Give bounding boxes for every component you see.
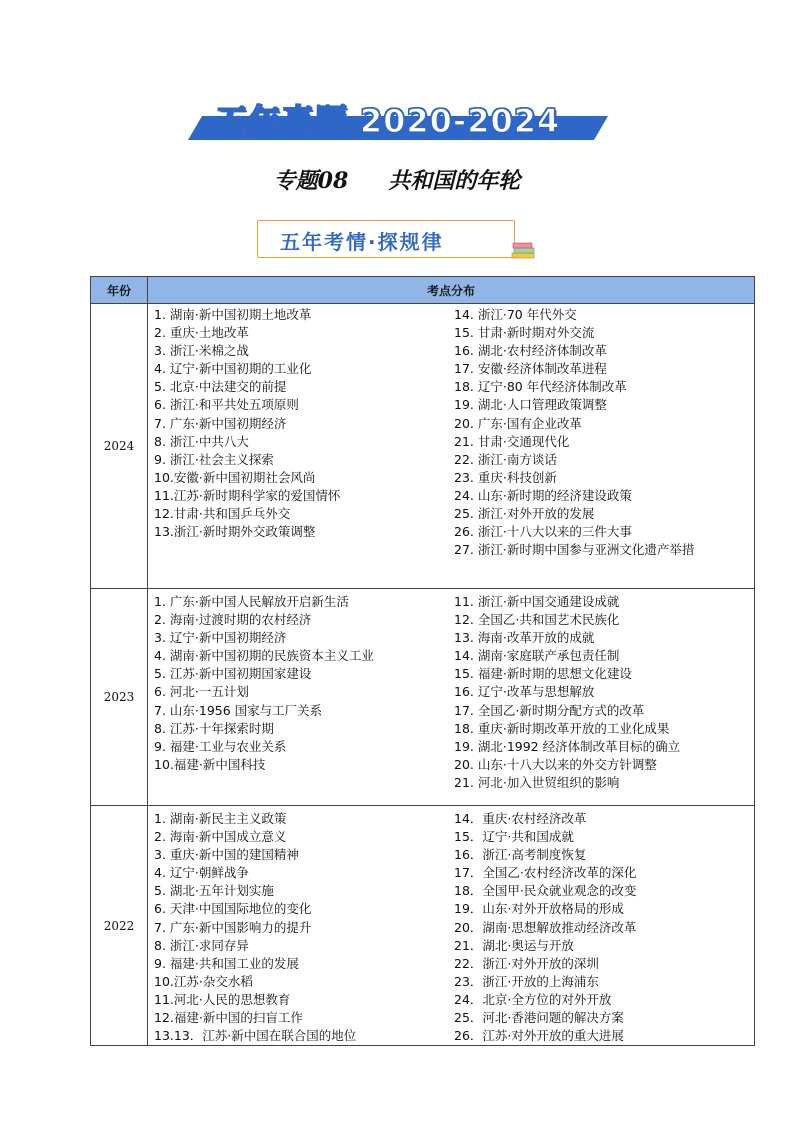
list-item: 17．全国乙·农村经济改革的深化 [454, 865, 637, 881]
list-item: 16. 湖北·农村经济体制改革 [454, 343, 607, 359]
list-item: 21．湖北·奥运与开放 [454, 937, 574, 953]
list-item: 8. 浙江·中共八大 [154, 433, 249, 449]
header-year: 年份 [91, 277, 148, 304]
points-left-column [148, 306, 454, 559]
list-item: 26. 浙江·十八大以来的三件大事 [454, 524, 632, 540]
list-item: 27. 浙江·新时期中国参与亚洲文化遗产举措 [454, 542, 695, 558]
list-item: 13.13．江苏·新中国在联合国的地位 [154, 1028, 357, 1044]
list-item: 17. 安徽·经济体制改革进程 [454, 361, 607, 377]
list-item: 12. 全国乙·共和国艺术民族化 [454, 612, 620, 628]
table-header-row [91, 277, 755, 304]
points-left-column [148, 593, 454, 792]
exam-points-table [90, 276, 755, 1046]
list-item: 15. 福建·新时期的思想文化建设 [454, 666, 632, 682]
list-item: 12.福建·新中国的扫盲工作 [154, 1010, 303, 1026]
list-item: 9. 福建·共和国工业的发展 [154, 955, 299, 971]
list-item: 18. 重庆·新时期改革开放的工业化成果 [454, 720, 670, 736]
topic-name: 共和国的年轮 [388, 168, 521, 194]
subhead-label: 五年考情·探规律 [280, 230, 444, 254]
list-item: 17. 全国乙·新时期分配方式的改革 [454, 702, 645, 718]
list-item: 11.河北·人民的思想教育 [154, 991, 291, 1007]
list-item: 10.福建·新中国科技 [154, 756, 266, 772]
list-item: 3. 重庆·新中国的建国精神 [154, 847, 299, 863]
list-item: 11.江苏·新时期科学家的爱国情怀 [154, 487, 341, 503]
year-cell: 2024 [91, 304, 148, 589]
list-item: 14．重庆·农村经济改革 [454, 811, 587, 826]
list-item: 23．浙江·开放的上海浦东 [454, 973, 599, 989]
list-item: 24. 山东·新时期的经济建设政策 [454, 487, 632, 503]
list-item: 15．辽宁·共和国成就 [454, 829, 574, 845]
list-item: 7. 山东·1956 国家与工厂关系 [154, 702, 323, 718]
list-item: 1. 湖南·新民主主义政策 [154, 811, 287, 826]
list-item: 14. 湖南·家庭联产承包责任制 [454, 648, 620, 664]
list-item: 21. 甘肃·交通现代化 [454, 433, 570, 449]
list-item: 2. 重庆·土地改革 [154, 325, 249, 341]
list-item: 22．浙江·对外开放的深圳 [454, 955, 599, 971]
year-cell: 2022 [91, 806, 148, 1046]
list-item: 7. 广东·新中国初期经济 [154, 415, 287, 431]
list-item: 2. 海南·新中国成立意义 [154, 829, 287, 845]
list-item: 16. 辽宁·改革与思想解放 [454, 684, 595, 700]
list-item: 5. 湖北·五年计划实施 [154, 883, 274, 899]
list-item: 13. 海南·改革开放的成就 [454, 630, 595, 646]
list-item: 2. 海南·过渡时期的农村经济 [154, 612, 312, 628]
list-item: 13.浙江·新时期外交政策调整 [154, 524, 316, 540]
list-item: 5. 北京·中法建交的前提 [154, 379, 287, 395]
list-item: 1. 广东·新中国人民解放开启新生活 [154, 594, 349, 609]
banner-title: 五年真题 2020-2024 [215, 102, 561, 140]
list-item: 4. 辽宁·朝鲜战争 [154, 865, 249, 881]
list-item: 3. 浙江·米棉之战 [154, 343, 249, 359]
header-points: 考点分布 [148, 277, 755, 304]
list-item: 18．全国甲·民众就业观念的改变 [454, 883, 637, 899]
points-cell [148, 589, 755, 806]
points-cell [148, 304, 755, 589]
list-item: 23. 重庆·科技创新 [454, 469, 557, 485]
list-item: 20．湖南·思想解放推动经济改革 [454, 919, 637, 935]
list-item: 10.江苏·杂交水稻 [154, 973, 253, 989]
list-item: 26．江苏·对外开放的重大进展 [454, 1028, 624, 1044]
list-item: 19. 湖北·人口管理政策调整 [454, 397, 607, 413]
list-item: 12.甘肃·共和国乒乓外交 [154, 506, 291, 522]
list-item: 22. 浙江·南方谈话 [454, 451, 557, 467]
list-item: 16．浙江·高考制度恢复 [454, 847, 587, 863]
list-item: 3. 辽宁·新中国初期经济 [154, 630, 287, 646]
table-row [91, 304, 755, 589]
list-item: 19．山东·对外开放格局的形成 [454, 901, 624, 917]
section-subheading [257, 220, 515, 258]
points-right-column [454, 593, 754, 792]
list-item: 15. 甘肃·新时期对外交流 [454, 325, 595, 341]
table-row [91, 806, 755, 1046]
list-item: 9. 福建·工业与农业关系 [154, 738, 287, 754]
list-item: 5. 江苏·新中国初期国家建设 [154, 666, 312, 682]
table-row [91, 589, 755, 806]
points-right-column [454, 810, 754, 1045]
list-item: 6. 浙江·和平共处五项原则 [154, 397, 299, 413]
list-item: 24．北京·全方位的对外开放 [454, 991, 612, 1007]
points-right-column [454, 306, 754, 559]
points-cell [148, 806, 755, 1046]
list-item: 25. 浙江·对外开放的发展 [454, 506, 595, 522]
list-item: 4. 湖南·新中国初期的民族资本主义工业 [154, 648, 374, 664]
list-item: 14. 浙江·70 年代外交 [454, 307, 577, 322]
list-item: 11. 浙江·新中国交通建设成就 [454, 594, 620, 609]
list-item: 20. 山东·十八大以来的外交方针调整 [454, 756, 657, 772]
list-item: 6. 河北·一五计划 [154, 684, 249, 700]
list-item: 8. 江苏·十年探索时期 [154, 720, 274, 736]
list-item: 21. 河北·加入世贸组织的影响 [454, 774, 620, 790]
list-item: 20. 广东·国有企业改革 [454, 415, 582, 431]
year-cell: 2023 [91, 589, 148, 806]
topic-heading [0, 164, 794, 195]
list-item: 10.安徽·新中国初期社会风尚 [154, 469, 316, 485]
list-item: 9. 浙江·社会主义探索 [154, 451, 274, 467]
list-item: 18. 辽宁·80 年代经济体制改革 [454, 379, 627, 395]
books-icon [511, 241, 537, 259]
points-left-column [148, 810, 454, 1045]
topic-number: 专题08 [273, 168, 349, 194]
list-item: 1. 湖南·新中国初期土地改革 [154, 307, 312, 322]
list-item: 7. 广东·新中国影响力的提升 [154, 919, 312, 935]
list-item: 19. 湖北·1992 经济体制改革目标的确立 [454, 738, 681, 754]
list-item: 25．河北·香港问题的解决方案 [454, 1010, 624, 1026]
list-item: 8. 浙江·求同存异 [154, 937, 249, 953]
list-item: 6. 天津·中国国际地位的变化 [154, 901, 312, 917]
list-item: 4. 辽宁·新中国初期的工业化 [154, 361, 312, 377]
title-banner [188, 96, 608, 142]
